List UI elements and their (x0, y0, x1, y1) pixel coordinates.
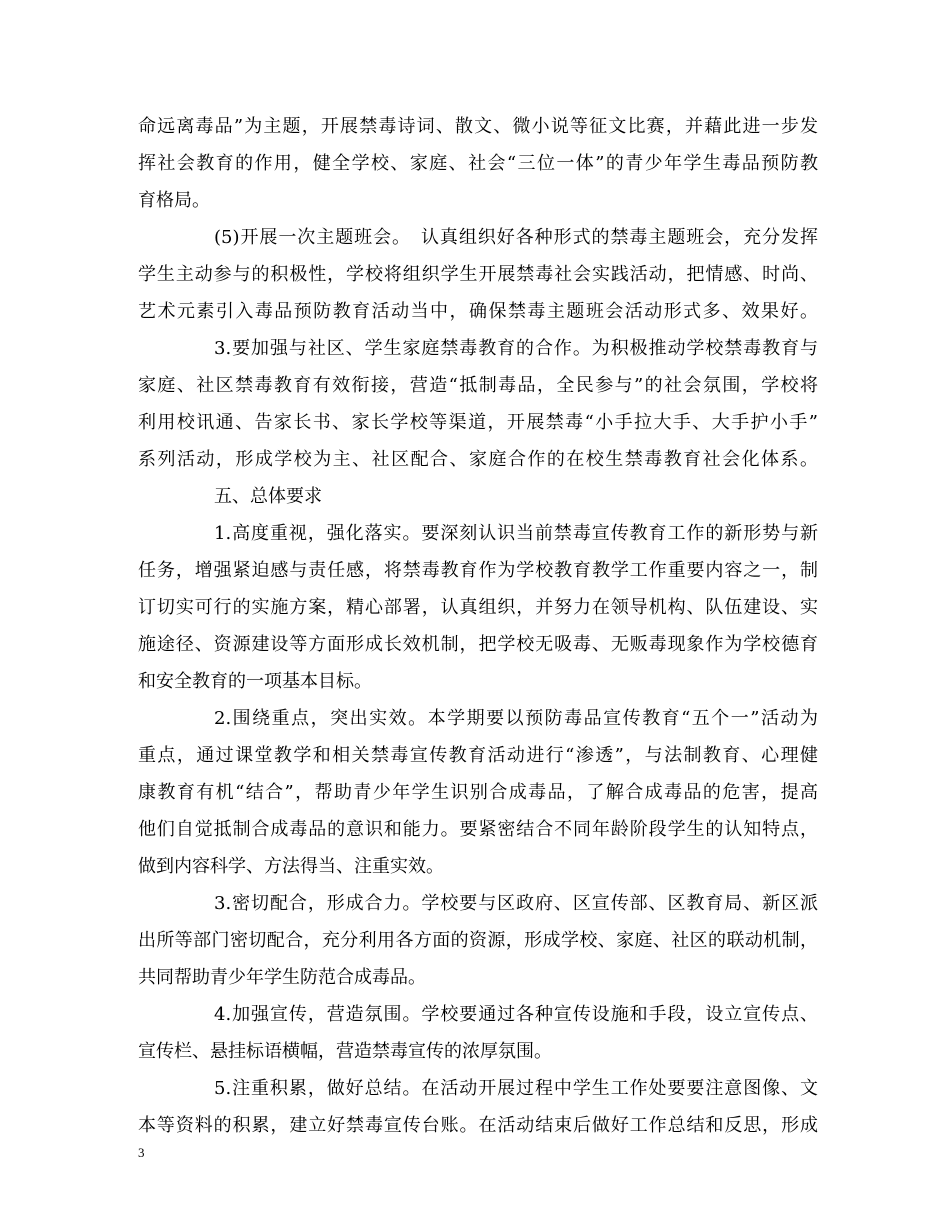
text-line: 重点，通过课堂教学和相关禁毒宣传教育活动进行“渗透”，与法制教育、心理健 (138, 745, 818, 766)
text-line: 4.加强宣传，营造氛围。学校要通过各种宣传设施和手段，设立宣传点、 (214, 1004, 818, 1025)
text-line: 利用校讯通、告家长书、家长学校等渠道，开展禁毒“小手拉大手、大手护小手” (138, 412, 818, 433)
text-line: 出所等部门密切配合，充分利用各方面的资源，形成学校、家庭、社区的联动机制， (138, 930, 818, 951)
text-line: 5.注重积累，做好总结。在活动开展过程中学生工作处要要注意图像、文 (214, 1078, 818, 1099)
text-line: 和安全教育的一项基本目标。 (138, 671, 372, 692)
text-line: 命远离毒品”为主题，开展禁毒诗词、散文、微小说等征文比赛，并藉此进一步发 (138, 116, 818, 137)
text-line: 挥社会教育的作用，健全学校、家庭、社会“三位一体”的青少年学生毒品预防教 (138, 153, 818, 174)
text-line: 任务，增强紧迫感与责任感，将禁毒教育作为学校教育教学工作重要内容之一，制 (138, 560, 818, 581)
text-line: 他们自觉抵制合成毒品的意识和能力。要紧密结合不同年龄阶段学生的认知特点， (138, 819, 818, 840)
text-line: 3.密切配合，形成合力。学校要与区政府、区宣传部、区教育局、新区派 (214, 893, 818, 914)
text-line: 康教育有机“结合”，帮助青少年学生识别合成毒品，了解合成毒品的危害，提高 (138, 782, 818, 803)
page-number: 3 (138, 1145, 145, 1160)
text-line: 本等资料的积累，建立好禁毒宣传台账。在活动结束后做好工作总结和反思，形成 (138, 1115, 818, 1136)
text-line: 共同帮助青少年学生防范合成毒品。 (138, 967, 426, 988)
text-line: 育格局。 (138, 190, 210, 211)
text-line: 3.要加强与社区、学生家庭禁毒教育的合作。为积极推动学校禁毒教育与 (214, 338, 818, 359)
text-line: 家庭、社区禁毒教育有效衔接，营造“抵制毒品，全民参与”的社会氛围，学校将 (138, 375, 818, 396)
text-line: (5)开展一次主题班会。 认真组织好各种形式的禁毒主题班会，充分发挥 (214, 227, 818, 248)
text-line: 艺术元素引入毒品预防教育活动当中，确保禁毒主题班会活动形式多、效果好。 (138, 301, 818, 322)
text-line: 宣传栏、悬挂标语横幅，营造禁毒宣传的浓厚氛围。 (138, 1041, 552, 1062)
text-line: 施途径、资源建设等方面形成长效机制，把学校无吸毒、无贩毒现象作为学校德育 (138, 634, 818, 655)
text-line: 订切实可行的实施方案，精心部署，认真组织，并努力在领导机构、队伍建设、实 (138, 597, 818, 618)
text-line: 2.围绕重点，突出实效。本学期要以预防毒品宣传教育“五个一”活动为 (214, 708, 818, 729)
text-line: 系列活动，形成学校为主、社区配合、家庭合作的在校生禁毒教育社会化体系。 (138, 449, 818, 470)
text-line: 学生主动参与的积极性，学校将组织学生开展禁毒社会实践活动，把情感、时尚、 (138, 264, 818, 285)
section-heading: 五、总体要求 (214, 486, 322, 507)
document-body (138, 108, 818, 1144)
text-line: 做到内容科学、方法得当、注重实效。 (138, 856, 444, 877)
text-line: 1.高度重视，强化落实。要深刻认识当前禁毒宣传教育工作的新形势与新 (214, 523, 818, 544)
